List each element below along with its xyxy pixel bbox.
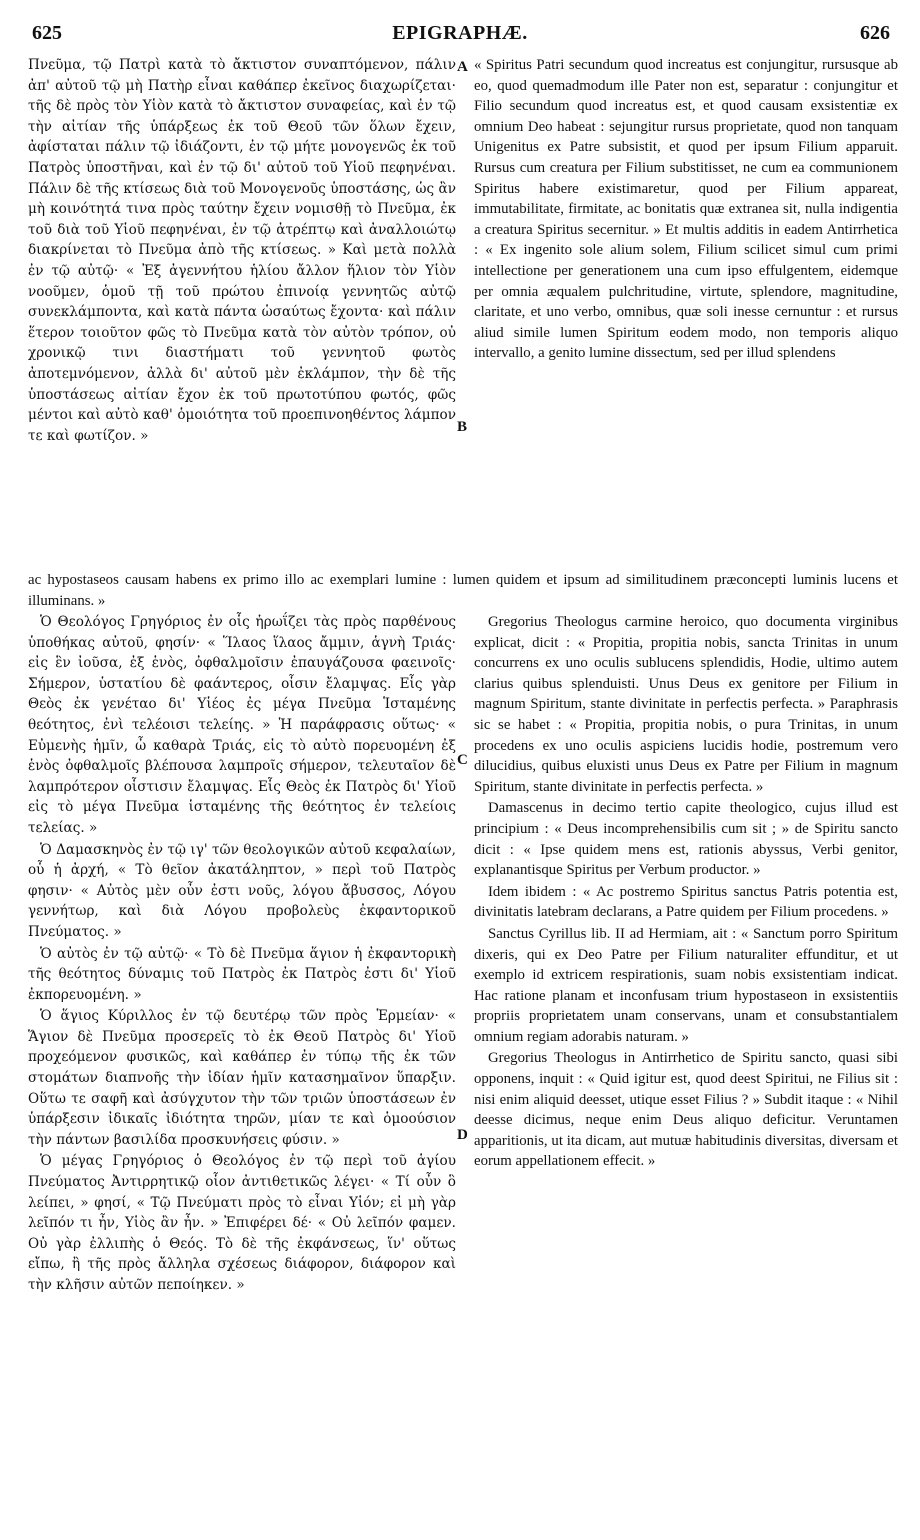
latin-paragraph: Damascenus in decimo tertio capite theologico, cujus illud est principium : « Deus incomprehensibilis cum sit ; » de Spiritu sancto dicit : « Ipse quidem mens est, rationis abyssus, Verbi genitor, explanantisque Spiritus per Verbum productor. » [474,800,898,879]
top-section [28,55,898,570]
latin-paragraph: Sanctus Cyrillus lib. II ad Hermiam, ait : « Sanctum porro Spiritum dixeris, qui ex Deo Patre per Filium naturaliter effunditur, et ut exemplo id extricem respirationis, suam nobis exsistentiam indicat. Hac ratione planam et inconfusam trium hypostaseon in exsistentiis propriis proprietatem unam conservans, unam et consubstantialem omnium regiam adorabis naturam. » [474,925,898,1045]
margin-marker-c: C [457,752,468,768]
greek-column-top [28,55,456,570]
margin-marker-a: A [457,59,468,75]
greek-paragraph: Ὁ ἅγιος Κύριλλος ἐν τῷ δευτέρῳ τῶν πρὸς Ἑρμείαν· « Ἅγιον δὲ Πνεῦμα προσερεῖς τὸ ἐκ Θεοῦ Πατρὸς δι' Υἱοῦ προχεόμενον φυσικῶς, καὶ καθάπερ ἐν τύπῳ τῆς ἐκ τῶν στομάτων διαπνοῆς τὴν ἰδίαν ἡμῖν κατασημαῖνον ὕπαρξιν. Οὕτω τε σαφῆ καὶ ἀσύγχυτον τὴν τῶν τριῶν ὑποστάσεων ἐν ὑπάρξεσιν ἰδικαῖς ἰδιότητα τηρῶν, μίαν τε καὶ ὁμοούσιον τὴν πάντων βασιλίδα προσκυνήσεις φύσιν. » [28,1008,456,1148]
greek-text-top: Πνεῦμα, τῷ Πατρὶ κατὰ τὸ ἄκτιστον συναπτόμενον, πάλιν ἀπ' αὐτοῦ τῷ μὴ Πατὴρ εἶναι καθάπερ ἐκεῖνος διαχωρίζεται· τῆς δὲ πρὸς τὸν Υἱὸν κατὰ τὸ ἄκτιστον συναφείας, καὶ ἐν τῷ τὴν αἰτίαν τῆς ὑπάρξεως ἐκ τοῦ Θεοῦ τῶν ὅλων ἔχειν, ἀφίσταται πάλιν τῷ ἰδιάζοντι, ἐν τῷ μήτε μονογενῶς ἐκ τοῦ Πατρὸς ὑποστῆναι, καὶ ἐν τῷ δι' αὐτοῦ τοῦ Υἱοῦ πεφηνέναι. Πάλιν δὲ τῆς κτίσεως διὰ τοῦ Μονογενοῦς ὑποστάσης, ὡς ἂν μὴ κοινότητά τινα πρὸς ταύτην ἔχειν νομισθῇ τὸ Πνεῦμα, ἐκ τοῦ διὰ τοῦ Υἱοῦ πεφηνέναι, ἐν τῷ ἀτρέπτῳ καὶ ἀναλλοιώτῳ διακρίνεται τὸ Πνεῦμα ἀπὸ τῆς κτίσεως. » Καὶ μετὰ πολλὰ ἐν τῷ αὐτῷ· « Ἐξ ἀγεννήτου ἡλίου ἄλλον ἥλιον τὸν Υἱὸν νοοῦμεν, ὁμοῦ τῇ τοῦ πρώτου ἐπινοίᾳ γεννητῶς αὐτῷ συνεκλάμποντα, καὶ κατὰ πάντα ὡσαύτως ἔχοντα· καὶ πάλιν ἕτερον τοιοῦτον φῶς τὸ Πνεῦμα κατὰ τὸν αὐτὸν τρόπον, οὐ χρονικῷ τινι διαστήματι τοῦ γεννητοῦ φωτὸς ἀποτεμνόμενον, ἀλλὰ δι' αὐτοῦ μὲν ἐκλάμπον, τὴν δὲ τῆς ὑποστάσεως αἰτίαν ἔχον ἐκ τοῦ πρωτοτύπου φωτός, φῶς μέντοι καὶ αὐτὸ καθ' ὁμοιότητα τοῦ προεπινοηθέντος λάμπον τε καὶ φωτίζον. » [28,57,456,444]
page-header [22,22,898,50]
latin-paragraph: Idem ibidem : « Ac postremo Spiritus sanctus Patris potentia est, divinitatis latebram declarans, a Patre quidem per Filium procedens. » [474,883,898,921]
greek-paragraph: Ὁ μέγας Γρηγόριος ὁ Θεολόγος ἐν τῷ περὶ τοῦ ἁγίου Πνεύματος Ἀντιρρητικῷ οἷον ἀντιθετικῶς λέγει· « Τί οὖν ὃ λείπει, » φησί, « Τῷ Πνεύματι πρὸς τὸ εἶναι Υἱόν; εἰ μὴ γὰρ λεῖπόν τι ἦν, Υἱὸς ἂν ἦν. » Ἐπιφέρει δέ· « Οὐ λεῖπόν φαμεν. Οὐ γὰρ ἐλλιπὴς ὁ Θεός. Τὸ δὲ τῆς ἐκφάνσεως, ἵν' οὕτως εἴπω, ἢ τῆς πρὸς ἄλληλα σχέσεως διάφορον, διάφορον καὶ τὴν κλῆσιν αὐτῶν πεποίηκεν. » [28,1153,456,1293]
full-width-latin-line: ac hypostaseos causam habens ex primo illo ac exemplari lumine : lumen quidem et ipsum ad similitudinem præconcepti luminis lucens et illuminans. » [28,572,898,609]
latin-column-bottom [474,612,898,1512]
bottom-section [28,612,898,1512]
margin-marker-b: B [457,419,468,435]
margin-marker-d: D [457,1127,468,1143]
running-title: EPIGRAPHÆ. [392,22,528,44]
greek-paragraph: Ὁ αὐτὸς ἐν τῷ αὐτῷ· « Τὸ δὲ Πνεῦμα ἅγιον ἡ ἐκφαντορικὴ τῆς θεότητος δύναμις τοῦ Πατρὸς ἐκ Πατρὸς ἐστι δι' Υἱοῦ ἐκπορευομένη. » [28,945,456,1003]
latin-paragraph: Gregorius Theologus in Antirrhetico de Spiritu sancto, quasi sibi opponens, inquit : « Quid igitur est, quod deest Spiritui, ne Filius sit : nisi enim aliquid deesset, utique esset Filius ? » Subdit itaque : « Nihil deesse dicimus, neque enim Deus aliquo deficitur. Veruntamen apparitionis, ut ita dicam, aut mutuæ habitudinis diversitas, diversam et eorum appellationem effecit. » [474,1050,898,1170]
latin-column-top [474,55,898,570]
page-number-right: 626 [860,22,890,44]
latin-paragraph: Gregorius Theologus carmine heroico, quo documenta virginibus explicat, dicit : « Propitia, propitia nobis, sancta Trinitas in unum concurrens ex uno oculis sublucens splendidis, Hodie, ultimo autem clarius quibus splenduisti. Unus Deus ex genitore per Filium in magnum Spiritum, stante divinitate in perfectis perfecta. » Paraphrasis sic se habet : « Propitia, propitia nobis, o pura Trinitas, in unum procedens ex uno oculis aspiciens lucidis hodie, postremum vero dilucidius, quibus eluxisti unus Deus ex Patre per Filium in magnum Spiritum, stante divinitate in perfectis perfecta. » [474,614,898,795]
greek-paragraph: Ὁ Θεολόγος Γρηγόριος ἐν οἷς ἡρωΐζει τὰς πρὸς παρθένους ὑποθήκας αὐτοῦ, φησίν· « Ἵλαος ἵλαος ἄμμιν, ἁγνὴ Τριάς· εἰς ἓν ἰοῦσα, ἐξ ἑνὸς, ὀφθαλμοῖσιν ἐπαυγάζουσα φαεινοῖς· Σήμερον, ὑστατίου δὲ φαάντερος, οἷσιν ἔλαμψας. Εἷς γὰρ Θεὸς ἐκ γενέταο δι' Υἱέος ἐς μέγα Πνεῦμα Ἱσταμένης θεότητος, ἐνὶ τελέοισι τελείης. » Ἡ παράφρασις οὕτως· « Εὐμενὴς ἡμῖν, ὦ καθαρὰ Τριάς, εἰς τὸ αὐτὸ πορευομένη ἐξ ἑνὸς ὀφθαλμοῖς βλέπουσα λαμπροῖς σήμερον, τελευταῖον δὲ λαμπρότερον οἷστισιν ἔλαμψας. Εἷς Θεὸς ἐκ Πατρὸς δι' Υἱοῦ εἰς τὸ μέγα Πνεῦμα ἱσταμένης τῆς θεότητος ἐν τελείοις τελείας. » [28,614,456,836]
latin-text-top: « Spiritus Patri secundum quod increatus est conjungitur, rursusque ab eo, quod quemadmodum ille Pater non est, separatur : conjungitur et Filio secundum quod increatus est, et quod causam exsistentiæ ex omnium Deo habeat : sejungitur rursus proprietate, quod non tanquam Unigenitus ex Patre subsistit, et quod per ipsum Filium apparuit. Rursus cum creatura per Filium substitisset, ne cum ea communionem Spiritus habere existimaretur, quod per Filium appareat, immutabilitate, firmitate, ac bonitatis quæ extranea sit, nulla indigentia a creatura Spiritus secernitur. » Et multis additis in eadem Antirrhetica : « Ex ingenito sole alium solem, Filium scilicet simul cum primi intellectione per generationem una cum ipso effulgentem, eidemque per omnia æqualem pulchritudine, virtute, splendore, magnitudine, claritate, et uno verbo, omnibus, quæ soli inesse cernuntur : et rursus aliud simile lumen Spiritum eodem modo, non temporis aliquo intervallo, a genito lumine dissectum, sed per illud splendens [474,57,898,362]
greek-paragraph: Ὁ Δαμασκηνὸς ἐν τῷ ιγ' τῶν θεολογικῶν αὐτοῦ κεφαλαίων, οὗ ἡ ἀρχή, « Τὸ θεῖον ἀκατάληπτον, » περὶ τοῦ Πατρὸς φησιν· « Αὐτὸς μὲν οὖν ἐστι νοῦς, λόγου ἄβυσσος, Λόγου γεννήτωρ, καὶ διὰ Λόγου προβολεὺς ἐκφαντορικοῦ Πνεύματος. » [28,841,456,940]
page-number-left: 625 [32,22,62,44]
greek-column-bottom [28,612,456,1512]
